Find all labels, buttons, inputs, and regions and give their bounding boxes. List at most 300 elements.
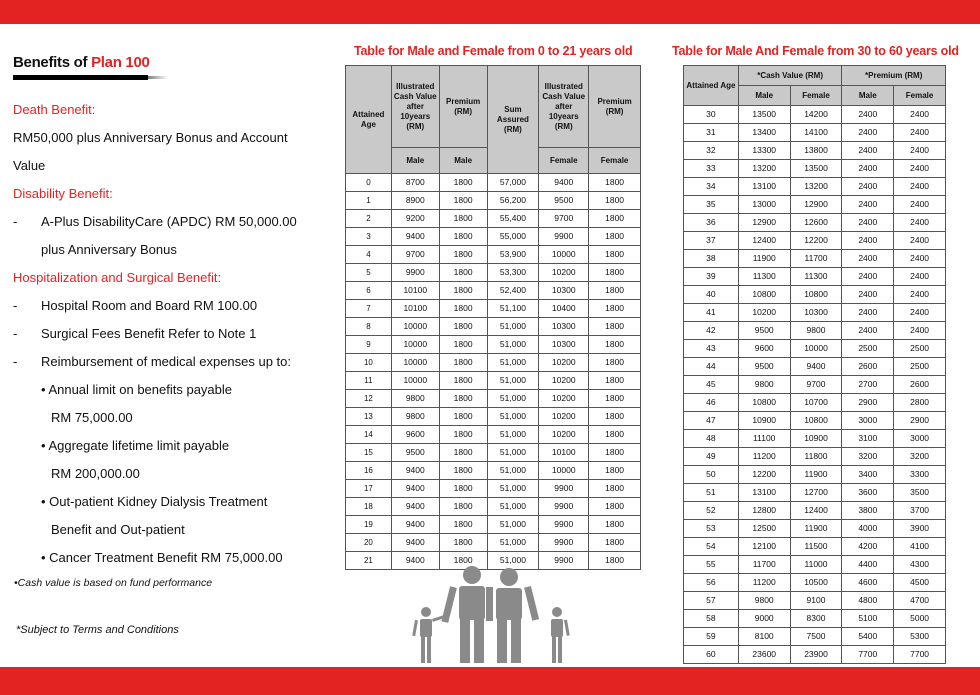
value-cell: 8700 <box>391 174 439 192</box>
table-row <box>684 502 946 520</box>
age-cell: 12 <box>346 390 392 408</box>
value-cell: 9800 <box>391 408 439 426</box>
value-cell: 51,000 <box>487 444 539 462</box>
age-cell: 18 <box>346 498 392 516</box>
age-cell: 34 <box>684 178 739 196</box>
value-cell: 2700 <box>842 376 894 394</box>
section-heading <box>13 96 333 124</box>
value-cell: 13100 <box>738 484 790 502</box>
value-cell: 9900 <box>539 534 589 552</box>
age-cell: 13 <box>346 408 392 426</box>
dash-marker: - <box>13 354 18 369</box>
value-cell: 10200 <box>539 426 589 444</box>
benefit-line <box>13 236 333 264</box>
benefit-text: plus Anniversary Bonus <box>41 242 177 257</box>
table-row <box>346 498 641 516</box>
value-cell: 9900 <box>391 264 439 282</box>
value-cell: 9400 <box>790 358 842 376</box>
benefit-line <box>13 404 333 432</box>
table-row <box>346 318 641 336</box>
value-cell: 13200 <box>738 160 790 178</box>
benefit-line <box>13 152 333 180</box>
value-cell: 51,000 <box>487 534 539 552</box>
value-cell: 10100 <box>391 300 439 318</box>
value-cell: 1800 <box>439 498 487 516</box>
value-cell: 4300 <box>894 556 946 574</box>
value-cell: 2400 <box>894 268 946 286</box>
age-cell: 16 <box>346 462 392 480</box>
value-cell: 12200 <box>790 232 842 250</box>
table-row <box>346 300 641 318</box>
table-row <box>684 160 946 178</box>
table-row <box>684 232 946 250</box>
value-cell: 2400 <box>894 286 946 304</box>
value-cell: 1800 <box>589 174 641 192</box>
dash-marker: - <box>13 298 18 313</box>
value-cell: 2600 <box>894 376 946 394</box>
value-cell: 11200 <box>738 448 790 466</box>
value-cell: 1800 <box>439 174 487 192</box>
value-cell: 9500 <box>391 444 439 462</box>
value-cell: 10100 <box>391 282 439 300</box>
age-cell: 2 <box>346 210 392 228</box>
value-cell: 3200 <box>842 448 894 466</box>
value-cell: 2400 <box>842 304 894 322</box>
value-cell: 2900 <box>894 412 946 430</box>
value-cell: 2400 <box>842 250 894 268</box>
value-cell: 1800 <box>589 516 641 534</box>
value-cell: 9900 <box>539 228 589 246</box>
value-cell: 5100 <box>842 610 894 628</box>
value-cell: 10800 <box>738 286 790 304</box>
value-cell: 23900 <box>790 646 842 664</box>
value-cell: 1800 <box>439 318 487 336</box>
table-row <box>684 214 946 232</box>
value-cell: 2900 <box>842 394 894 412</box>
value-cell: 8100 <box>738 628 790 646</box>
value-cell: 1800 <box>439 354 487 372</box>
value-cell: 1800 <box>439 426 487 444</box>
value-cell: 12900 <box>738 214 790 232</box>
value-cell: 11000 <box>790 556 842 574</box>
benefit-text: RM50,000 plus Anniversary Bonus and Account <box>13 130 288 145</box>
value-cell: 12400 <box>738 232 790 250</box>
table-row <box>346 426 641 444</box>
dash-marker: - <box>13 214 18 229</box>
table-row <box>346 174 641 192</box>
value-cell: 2400 <box>894 322 946 340</box>
value-cell: 11200 <box>738 574 790 592</box>
value-cell: 13300 <box>738 142 790 160</box>
value-cell: 2400 <box>842 178 894 196</box>
value-cell: 2400 <box>842 214 894 232</box>
age-cell: 39 <box>684 268 739 286</box>
age-cell: 31 <box>684 124 739 142</box>
age-cell: 4 <box>346 246 392 264</box>
value-cell: 1800 <box>589 408 641 426</box>
value-cell: 2400 <box>894 232 946 250</box>
value-cell: 2400 <box>842 322 894 340</box>
benefits-list <box>13 96 333 572</box>
table-row <box>346 282 641 300</box>
value-cell: 1800 <box>439 264 487 282</box>
value-cell: 3000 <box>842 412 894 430</box>
header-cash-female: Illustrated Cash Value after 10years (RM) <box>539 66 589 148</box>
header-age: Attained Age <box>684 66 739 106</box>
value-cell: 9400 <box>391 552 439 570</box>
benefit-text: • Out-patient Kidney Dialysis Treatment <box>41 494 268 509</box>
age-cell: 32 <box>684 142 739 160</box>
value-cell: 51,000 <box>487 390 539 408</box>
value-cell: 1800 <box>439 444 487 462</box>
value-cell: 12400 <box>790 502 842 520</box>
value-cell: 55,000 <box>487 228 539 246</box>
table-row <box>346 480 641 498</box>
benefit-line <box>13 544 333 572</box>
value-cell: 51,000 <box>487 426 539 444</box>
value-cell: 12200 <box>738 466 790 484</box>
table-row <box>346 228 641 246</box>
age-cell: 3 <box>346 228 392 246</box>
value-cell: 10200 <box>738 304 790 322</box>
age-cell: 58 <box>684 610 739 628</box>
heading-text: Hospitalization and Surgical Benefit: <box>13 270 222 285</box>
age-cell: 7 <box>346 300 392 318</box>
value-cell: 51,000 <box>487 480 539 498</box>
dash-marker: - <box>13 326 18 341</box>
value-cell: 3400 <box>842 466 894 484</box>
table-row <box>346 534 641 552</box>
value-cell: 23600 <box>738 646 790 664</box>
age-cell: 5 <box>346 264 392 282</box>
top-red-band <box>0 0 980 24</box>
header-female: Female <box>790 86 842 106</box>
value-cell: 3200 <box>894 448 946 466</box>
table-row <box>346 210 641 228</box>
bottom-red-band <box>0 667 980 695</box>
age-cell: 51 <box>684 484 739 502</box>
value-cell: 12600 <box>790 214 842 232</box>
section-heading <box>13 264 333 292</box>
table-row <box>684 574 946 592</box>
value-cell: 1800 <box>589 210 641 228</box>
value-cell: 7700 <box>842 646 894 664</box>
value-cell: 13500 <box>738 106 790 124</box>
value-cell: 10800 <box>790 286 842 304</box>
value-cell: 1800 <box>589 444 641 462</box>
value-cell: 1800 <box>439 300 487 318</box>
value-cell: 1800 <box>589 192 641 210</box>
value-cell: 10500 <box>790 574 842 592</box>
value-cell: 9400 <box>539 174 589 192</box>
value-cell: 9200 <box>391 210 439 228</box>
value-cell: 4800 <box>842 592 894 610</box>
benefit-line <box>13 348 333 376</box>
benefit-text: RM 200,000.00 <box>51 466 140 481</box>
age-cell: 50 <box>684 466 739 484</box>
value-cell: 1800 <box>439 390 487 408</box>
table-row <box>684 178 946 196</box>
table-row <box>346 354 641 372</box>
value-cell: 1800 <box>589 282 641 300</box>
value-cell: 1800 <box>439 282 487 300</box>
value-cell: 11900 <box>790 520 842 538</box>
value-cell: 9800 <box>790 322 842 340</box>
age-cell: 8 <box>346 318 392 336</box>
value-cell: 1800 <box>589 390 641 408</box>
value-cell: 9900 <box>539 498 589 516</box>
value-cell: 1800 <box>439 480 487 498</box>
table-row <box>684 610 946 628</box>
table-row <box>346 372 641 390</box>
value-cell: 9400 <box>391 462 439 480</box>
table-row <box>684 394 946 412</box>
value-cell: 3300 <box>894 466 946 484</box>
value-cell: 11700 <box>790 250 842 268</box>
table1-title: Table for Male and Female from 0 to 21 years old <box>354 44 633 58</box>
value-cell: 14100 <box>790 124 842 142</box>
age-cell: 6 <box>346 282 392 300</box>
value-cell: 10800 <box>790 412 842 430</box>
value-cell: 10000 <box>790 340 842 358</box>
value-cell: 9500 <box>539 192 589 210</box>
value-cell: 10000 <box>391 354 439 372</box>
benefit-line <box>13 292 333 320</box>
header-cash-value: *Cash Value (RM) <box>738 66 842 86</box>
benefit-text: A-Plus DisabilityCare (APDC) RM 50,000.00 <box>41 214 297 229</box>
value-cell: 2400 <box>842 268 894 286</box>
value-cell: 9900 <box>539 552 589 570</box>
value-cell: 1800 <box>439 192 487 210</box>
value-cell: 3600 <box>842 484 894 502</box>
age-cell: 42 <box>684 322 739 340</box>
value-cell: 1800 <box>589 426 641 444</box>
table-row <box>346 246 641 264</box>
value-cell: 10900 <box>738 412 790 430</box>
benefit-text: • Cancer Treatment Benefit RM 75,000.00 <box>41 550 283 565</box>
header-female: Female <box>589 148 641 174</box>
value-cell: 11900 <box>738 250 790 268</box>
value-cell: 1800 <box>439 246 487 264</box>
header-cash-male: Illustrated Cash Value after 10years (RM) <box>391 66 439 148</box>
value-cell: 1800 <box>589 498 641 516</box>
header-sum-assured: Sum Assured (RM) <box>487 66 539 174</box>
age-cell: 11 <box>346 372 392 390</box>
title-underline <box>13 75 148 80</box>
age-cell: 49 <box>684 448 739 466</box>
age-cell: 48 <box>684 430 739 448</box>
value-cell: 10900 <box>790 430 842 448</box>
age-cell: 53 <box>684 520 739 538</box>
value-cell: 51,000 <box>487 318 539 336</box>
value-cell: 51,000 <box>487 372 539 390</box>
age-cell: 17 <box>346 480 392 498</box>
value-cell: 1800 <box>589 354 641 372</box>
benefit-text: Reimbursement of medical expenses up to: <box>41 354 292 369</box>
table-row <box>684 142 946 160</box>
age-cell: 47 <box>684 412 739 430</box>
age-cell: 30 <box>684 106 739 124</box>
value-cell: 2400 <box>894 106 946 124</box>
value-cell: 2500 <box>842 340 894 358</box>
value-cell: 9600 <box>391 426 439 444</box>
table-row <box>684 430 946 448</box>
value-cell: 2400 <box>894 250 946 268</box>
value-cell: 9400 <box>391 534 439 552</box>
age-cell: 55 <box>684 556 739 574</box>
age-cell: 40 <box>684 286 739 304</box>
value-cell: 13000 <box>738 196 790 214</box>
age-cell: 19 <box>346 516 392 534</box>
age-cell: 14 <box>346 426 392 444</box>
value-cell: 2400 <box>842 160 894 178</box>
value-cell: 13200 <box>790 178 842 196</box>
heading-text: Disability Benefit: <box>13 186 113 201</box>
value-cell: 11300 <box>738 268 790 286</box>
table-row <box>684 412 946 430</box>
value-cell: 9800 <box>391 390 439 408</box>
value-cell: 9000 <box>738 610 790 628</box>
value-cell: 2800 <box>894 394 946 412</box>
age-cell: 52 <box>684 502 739 520</box>
value-cell: 5000 <box>894 610 946 628</box>
value-cell: 52,400 <box>487 282 539 300</box>
table-row <box>346 516 641 534</box>
value-cell: 12500 <box>738 520 790 538</box>
benefit-line <box>13 488 333 516</box>
value-cell: 51,000 <box>487 408 539 426</box>
value-cell: 1800 <box>439 552 487 570</box>
value-cell: 1800 <box>439 336 487 354</box>
value-cell: 2400 <box>894 304 946 322</box>
value-cell: 13800 <box>790 142 842 160</box>
value-cell: 12700 <box>790 484 842 502</box>
table-row <box>684 268 946 286</box>
value-cell: 2500 <box>894 340 946 358</box>
title-plan: Plan 100 <box>91 54 150 71</box>
value-cell: 9400 <box>391 228 439 246</box>
age-cell: 1 <box>346 192 392 210</box>
table-row <box>684 322 946 340</box>
family-icon <box>412 565 572 665</box>
header-premium-female: Premium (RM) <box>589 66 641 148</box>
age-cell: 44 <box>684 358 739 376</box>
value-cell: 14200 <box>790 106 842 124</box>
age-cell: 9 <box>346 336 392 354</box>
header-female: Female <box>894 86 946 106</box>
value-cell: 51,000 <box>487 336 539 354</box>
note-terms: *Subject to Terms and Conditions <box>16 624 179 636</box>
value-cell: 1800 <box>589 480 641 498</box>
value-cell: 53,300 <box>487 264 539 282</box>
value-cell: 3700 <box>894 502 946 520</box>
value-cell: 4700 <box>894 592 946 610</box>
value-cell: 1800 <box>439 516 487 534</box>
table-row <box>684 646 946 664</box>
age-cell: 15 <box>346 444 392 462</box>
value-cell: 2400 <box>894 124 946 142</box>
table-row <box>684 448 946 466</box>
benefit-text: Hospital Room and Board RM 100.00 <box>41 298 258 313</box>
value-cell: 4600 <box>842 574 894 592</box>
age-cell: 0 <box>346 174 392 192</box>
value-cell: 9900 <box>539 516 589 534</box>
value-cell: 13400 <box>738 124 790 142</box>
benefit-line <box>13 516 333 544</box>
value-cell: 11800 <box>790 448 842 466</box>
note-cash-value: •Cash value is based on fund performance <box>14 577 213 589</box>
value-cell: 1800 <box>589 534 641 552</box>
value-cell: 12800 <box>738 502 790 520</box>
value-cell: 3800 <box>842 502 894 520</box>
page-title <box>13 54 150 71</box>
table-row <box>684 538 946 556</box>
value-cell: 2400 <box>894 196 946 214</box>
value-cell: 11500 <box>790 538 842 556</box>
value-cell: 51,000 <box>487 462 539 480</box>
value-cell: 2400 <box>894 214 946 232</box>
value-cell: 11100 <box>738 430 790 448</box>
header-female: Female <box>539 148 589 174</box>
value-cell: 2400 <box>842 196 894 214</box>
value-cell: 9700 <box>790 376 842 394</box>
value-cell: 4100 <box>894 538 946 556</box>
table-row <box>684 304 946 322</box>
heading-text: Death Benefit: <box>13 102 96 117</box>
value-cell: 10200 <box>539 408 589 426</box>
value-cell: 10000 <box>391 336 439 354</box>
table-row <box>684 124 946 142</box>
value-cell: 3100 <box>842 430 894 448</box>
value-cell: 10200 <box>539 264 589 282</box>
value-cell: 9500 <box>738 322 790 340</box>
value-cell: 2600 <box>842 358 894 376</box>
value-cell: 9700 <box>539 210 589 228</box>
table-row <box>346 336 641 354</box>
value-cell: 1800 <box>439 228 487 246</box>
title-prefix: Benefits of <box>13 54 92 71</box>
value-cell: 10300 <box>539 336 589 354</box>
value-cell: 2400 <box>842 286 894 304</box>
header-male: Male <box>439 148 487 174</box>
value-cell: 10000 <box>391 318 439 336</box>
age-cell: 45 <box>684 376 739 394</box>
value-cell: 1800 <box>439 210 487 228</box>
value-cell: 51,000 <box>487 516 539 534</box>
header-premium-male: Premium (RM) <box>439 66 487 148</box>
header-male: Male <box>391 148 439 174</box>
benefit-text: • Aggregate lifetime limit payable <box>41 438 230 453</box>
age-cell: 54 <box>684 538 739 556</box>
age-cell: 10 <box>346 354 392 372</box>
value-cell: 51,000 <box>487 552 539 570</box>
benefit-line <box>13 432 333 460</box>
value-cell: 10700 <box>790 394 842 412</box>
value-cell: 7700 <box>894 646 946 664</box>
value-cell: 13500 <box>790 160 842 178</box>
value-cell: 10200 <box>539 390 589 408</box>
value-cell: 10800 <box>738 394 790 412</box>
header-male: Male <box>842 86 894 106</box>
table-row <box>684 592 946 610</box>
table-row <box>684 556 946 574</box>
value-cell: 11900 <box>790 466 842 484</box>
age-cell: 36 <box>684 214 739 232</box>
value-cell: 9800 <box>738 592 790 610</box>
table-row <box>684 106 946 124</box>
value-cell: 8900 <box>391 192 439 210</box>
table-row <box>346 444 641 462</box>
